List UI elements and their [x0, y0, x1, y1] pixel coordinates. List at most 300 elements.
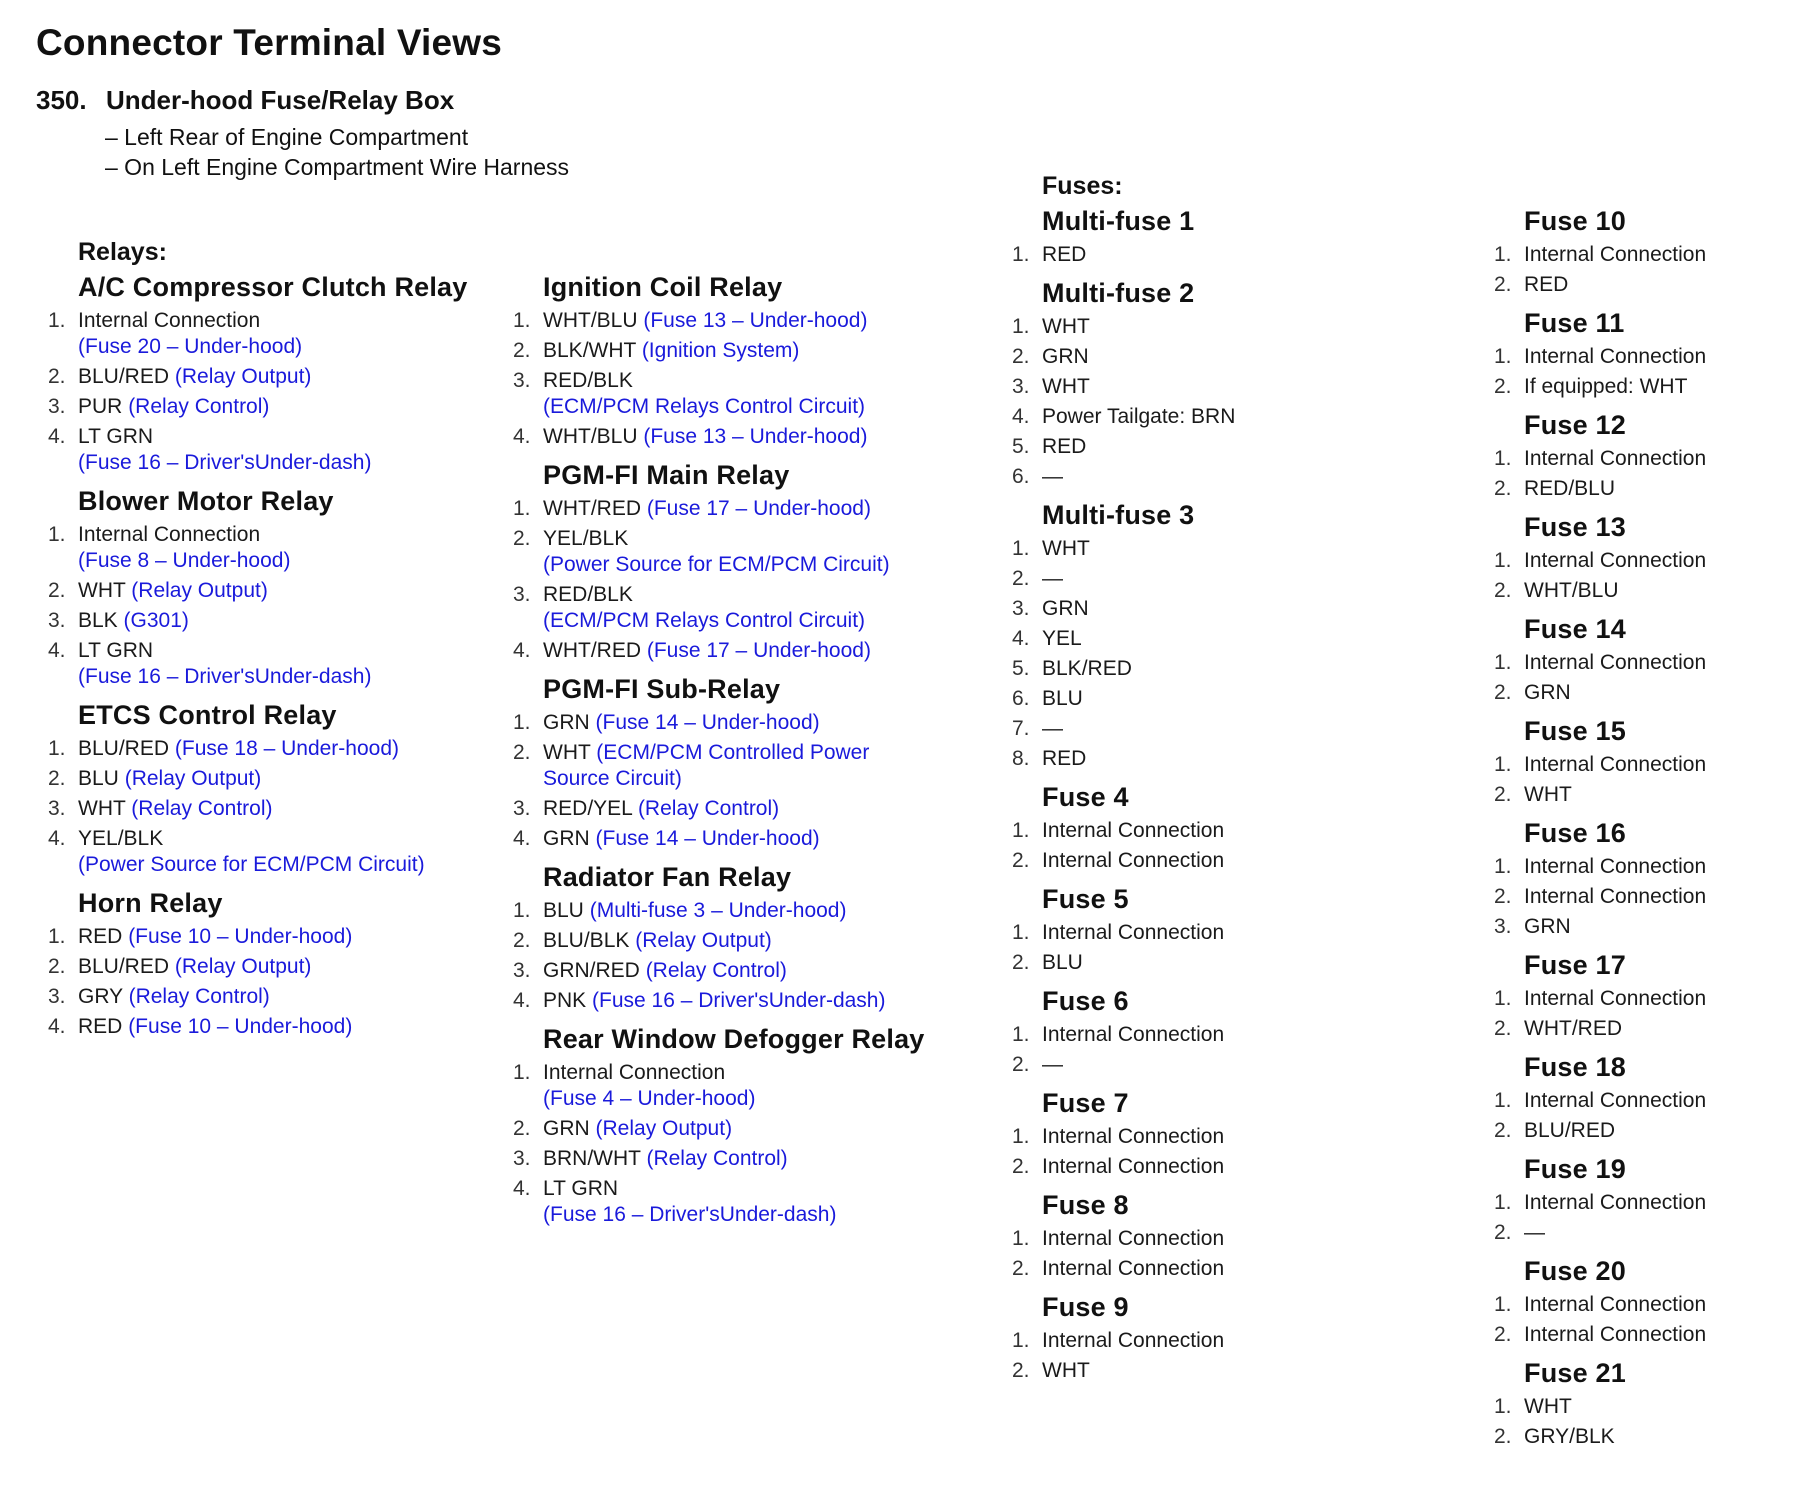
pin-item	[513, 928, 953, 954]
pin-group	[1012, 498, 1432, 772]
group-title: Fuse 10	[1524, 206, 1626, 236]
wire-color: BRN/WHT	[543, 1147, 641, 1170]
pin-list	[1012, 1124, 1432, 1180]
group-title: Blower Motor Relay	[78, 486, 334, 516]
pin-item	[1012, 818, 1432, 844]
circuit-reference-continued: Source Circuit)	[543, 767, 682, 790]
pin-item	[1012, 686, 1432, 712]
pin-item	[1494, 914, 1794, 940]
group-title: Fuse 17	[1524, 950, 1626, 980]
wire-color: GRY	[78, 985, 123, 1008]
circuit-reference: (Relay Output)	[124, 767, 262, 790]
wire-color: WHT/RED	[543, 639, 641, 662]
pin-item	[513, 368, 953, 420]
pin-number: 1.	[1494, 987, 1512, 1010]
pin-group	[513, 860, 953, 1014]
pin-item	[48, 578, 488, 604]
pin-number: 4.	[513, 425, 531, 448]
circuit-reference: (Relay Control)	[131, 797, 273, 820]
pin-group	[1494, 204, 1794, 298]
pin-group	[48, 698, 488, 878]
pin-group	[1012, 984, 1432, 1078]
group-title: Fuse 18	[1524, 1052, 1626, 1082]
pin-item	[1494, 446, 1794, 472]
wire-color: BLK/WHT	[543, 339, 636, 362]
pin-item	[1012, 920, 1432, 946]
pin-item	[1494, 1190, 1794, 1216]
circuit-reference: (Fuse 16 – Driver'sUnder-dash)	[592, 989, 886, 1012]
wire-color: Internal Connection	[1524, 345, 1707, 368]
group-title: Fuse 9	[1042, 1292, 1129, 1322]
circuit-reference: (Relay Control)	[128, 395, 270, 418]
pin-list	[1012, 1328, 1432, 1384]
pin-group	[513, 458, 953, 664]
pin-group	[1012, 1086, 1432, 1180]
pin-number: 3.	[513, 1147, 531, 1170]
pin-group	[48, 270, 488, 476]
circuit-reference: (Fuse 16 – Driver'sUnder-dash)	[78, 665, 372, 688]
pin-number: 1.	[48, 523, 66, 546]
pin-list	[1494, 1292, 1794, 1348]
wire-color: RED/BLK	[543, 369, 633, 392]
circuit-reference: (Relay Output)	[635, 929, 772, 952]
connector-name: Under-hood Fuse/Relay Box	[106, 85, 455, 115]
pin-item	[513, 1176, 953, 1228]
connector-locations	[105, 122, 569, 182]
circuit-reference: (Relay Control)	[128, 985, 270, 1008]
pin-item	[48, 1014, 488, 1040]
group-title: Multi-fuse 2	[1042, 278, 1195, 308]
pin-item	[48, 826, 488, 878]
pin-list	[1012, 1022, 1432, 1078]
pin-list	[48, 522, 488, 690]
pin-list	[1012, 920, 1432, 976]
pin-number: 2.	[513, 527, 531, 550]
pin-number: 1.	[1012, 1329, 1030, 1352]
circuit-reference: (Fuse 18 – Under-hood)	[174, 737, 399, 760]
pin-item	[1012, 1358, 1432, 1384]
wire-color: YEL/BLK	[543, 527, 629, 550]
pin-number: 6.	[1012, 465, 1030, 488]
pin-number: 2.	[1494, 273, 1512, 296]
pin-number: 2.	[48, 767, 66, 790]
wire-color: WHT	[1042, 375, 1090, 398]
pin-item	[1012, 1124, 1432, 1150]
pin-item	[1012, 314, 1432, 340]
group-title: A/C Compressor Clutch Relay	[78, 272, 468, 302]
wire-color: PNK	[543, 989, 587, 1012]
circuit-reference: (Fuse 13 – Under-hood)	[643, 425, 868, 448]
wire-color: Internal Connection	[1042, 1155, 1225, 1178]
pin-item	[513, 1146, 953, 1172]
pin-number: 3.	[513, 369, 531, 392]
wire-color: —	[1042, 567, 1063, 590]
pin-item	[513, 1060, 953, 1112]
pin-item	[1012, 536, 1432, 562]
pin-group	[1494, 948, 1794, 1042]
circuit-reference: (Power Source for ECM/PCM Circuit)	[543, 553, 890, 576]
group-title: Fuse 20	[1524, 1256, 1626, 1286]
location-line: – Left Rear of Engine Compartment	[105, 124, 469, 150]
wire-color: Internal Connection	[1524, 987, 1707, 1010]
fuses-label: Fuses:	[1042, 172, 1123, 200]
wire-color: WHT	[543, 741, 591, 764]
circuit-reference: (Fuse 14 – Under-hood)	[595, 827, 820, 850]
group-title: PGM-FI Sub-Relay	[543, 674, 781, 704]
wire-color: PUR	[78, 395, 123, 418]
pin-group	[1494, 306, 1794, 400]
pin-item	[1494, 374, 1794, 400]
wire-color: RED	[1524, 273, 1569, 296]
pin-number: 3.	[48, 395, 66, 418]
pin-number: 2.	[1012, 1053, 1030, 1076]
circuit-reference: (Fuse 17 – Under-hood)	[646, 497, 871, 520]
pin-number: 2.	[1494, 1425, 1512, 1448]
pin-number: 1.	[513, 309, 531, 332]
pin-number: 1.	[1494, 345, 1512, 368]
circuit-reference: (Fuse 13 – Under-hood)	[643, 309, 868, 332]
wire-color: WHT/BLU	[543, 309, 638, 332]
wire-color: Internal Connection	[543, 1061, 726, 1084]
pin-number: 2.	[1494, 375, 1512, 398]
circuit-reference: (Power Source for ECM/PCM Circuit)	[78, 853, 425, 876]
wire-color: Internal Connection	[1524, 1323, 1707, 1346]
pin-number: 2.	[1012, 1257, 1030, 1280]
pin-item	[1494, 650, 1794, 676]
pin-item	[1494, 476, 1794, 502]
circuit-reference: (Relay Control)	[645, 959, 787, 982]
pin-item	[48, 364, 488, 390]
pin-item	[513, 582, 953, 634]
wire-color: RED	[1042, 243, 1087, 266]
circuit-reference: (Relay Output)	[174, 955, 312, 978]
pin-item	[48, 924, 488, 950]
circuit-reference: (Fuse 16 – Driver'sUnder-dash)	[78, 451, 372, 474]
pin-number: 1.	[48, 737, 66, 760]
pin-item	[48, 984, 488, 1010]
wire-color: GRN	[1042, 345, 1089, 368]
wire-color: Internal Connection	[1524, 753, 1707, 776]
circuit-reference: (Fuse 4 – Under-hood)	[543, 1087, 756, 1110]
pin-list	[1012, 536, 1432, 772]
pin-number: 2.	[1494, 783, 1512, 806]
wire-color: Internal Connection	[1524, 243, 1707, 266]
pin-number: 2.	[1494, 1221, 1512, 1244]
circuit-reference: (Relay Control)	[646, 1147, 788, 1170]
pin-item	[1494, 1016, 1794, 1042]
pin-item	[1494, 680, 1794, 706]
wire-color: RED/BLK	[543, 583, 633, 606]
group-title: Multi-fuse 1	[1042, 206, 1195, 236]
circuit-reference: (Relay Output)	[131, 579, 268, 602]
group-title: PGM-FI Main Relay	[543, 460, 790, 490]
circuit-reference: (Fuse 10 – Under-hood)	[128, 925, 353, 948]
pin-group	[1494, 612, 1794, 706]
pin-list	[513, 898, 953, 1014]
wire-color: RED/BLU	[1524, 477, 1616, 500]
wire-color: GRN	[543, 827, 590, 850]
pin-number: 1.	[1012, 819, 1030, 842]
pin-number: 4.	[513, 989, 531, 1012]
pin-number: 2.	[1012, 1155, 1030, 1178]
pin-number: 3.	[513, 583, 531, 606]
pin-list	[1012, 314, 1432, 490]
pin-list	[1012, 1226, 1432, 1282]
wire-color: RED	[1042, 747, 1087, 770]
wire-color: WHT/RED	[543, 497, 641, 520]
pin-group	[1012, 204, 1432, 268]
pin-item	[513, 710, 953, 736]
pin-number: 4.	[513, 639, 531, 662]
pin-number: 1.	[48, 309, 66, 332]
pin-item	[1012, 1052, 1432, 1078]
group-title: Radiator Fan Relay	[543, 862, 792, 892]
pin-number: 3.	[513, 797, 531, 820]
group-title: Ignition Coil Relay	[543, 272, 783, 302]
pin-number: 2.	[1494, 1119, 1512, 1142]
pin-item	[513, 1116, 953, 1142]
pin-item	[1494, 854, 1794, 880]
pin-item	[48, 394, 488, 420]
wire-color: BLU/RED	[78, 737, 170, 760]
circuit-reference: (Fuse 20 – Under-hood)	[78, 335, 303, 358]
wire-color: Power Tailgate: BRN	[1042, 405, 1236, 428]
wire-color: Internal Connection	[1042, 819, 1225, 842]
group-title: Rear Window Defogger Relay	[543, 1024, 925, 1054]
pin-number: 2.	[1494, 579, 1512, 602]
pin-number: 1.	[513, 497, 531, 520]
circuit-reference: (Relay Output)	[595, 1117, 733, 1140]
wire-color: Internal Connection	[1524, 885, 1707, 908]
pin-list	[513, 1060, 953, 1228]
pin-number: 2.	[48, 365, 66, 388]
pin-number: 3.	[48, 797, 66, 820]
pin-number: 1.	[1012, 315, 1030, 338]
wire-color: RED	[78, 1015, 123, 1038]
pin-item	[1012, 1226, 1432, 1252]
wire-color: Internal Connection	[1042, 849, 1225, 872]
wire-color: If equipped: WHT	[1524, 375, 1688, 398]
wire-color: LT GRN	[543, 1177, 619, 1200]
pin-group	[1494, 1050, 1794, 1144]
pin-number: 1.	[1494, 1395, 1512, 1418]
wire-color: Internal Connection	[1524, 1089, 1707, 1112]
pin-item	[48, 424, 488, 476]
relays-label: Relays:	[78, 238, 167, 266]
pin-item	[1494, 548, 1794, 574]
pin-item	[48, 736, 488, 762]
pin-number: 1.	[1494, 1191, 1512, 1214]
pin-item	[1012, 344, 1432, 370]
pin-number: 7.	[1012, 717, 1030, 740]
pin-item	[1494, 884, 1794, 910]
pin-group	[1494, 1254, 1794, 1348]
pin-number: 1.	[1012, 1227, 1030, 1250]
pin-list	[513, 710, 953, 852]
pin-item	[48, 796, 488, 822]
pin-number: 4.	[1012, 627, 1030, 650]
pin-list	[48, 308, 488, 476]
pin-number: 4.	[48, 827, 66, 850]
pin-list	[1494, 1394, 1794, 1450]
pin-number: 1.	[513, 899, 531, 922]
circuit-reference: (ECM/PCM Relays Control Circuit)	[543, 395, 866, 418]
pin-item	[1012, 566, 1432, 592]
pin-item	[513, 338, 953, 364]
group-title: Fuse 19	[1524, 1154, 1626, 1184]
circuit-reference: (Fuse 16 – Driver'sUnder-dash)	[543, 1203, 837, 1226]
pin-group	[1012, 882, 1432, 976]
pin-number: 1.	[1494, 549, 1512, 572]
group-title: Fuse 11	[1524, 308, 1625, 338]
wire-color: Internal Connection	[1042, 921, 1225, 944]
wire-color: WHT	[1524, 1395, 1572, 1418]
pin-number: 2.	[1494, 1017, 1512, 1040]
pin-item	[1494, 1424, 1794, 1450]
group-title: Fuse 4	[1042, 782, 1129, 812]
pin-number: 5.	[1012, 435, 1030, 458]
pin-item	[1494, 242, 1794, 268]
pin-number: 2.	[48, 955, 66, 978]
pin-number: 1.	[48, 925, 66, 948]
pin-number: 2.	[513, 1117, 531, 1140]
pin-item	[1494, 1322, 1794, 1348]
pin-number: 2.	[1012, 951, 1030, 974]
group-title: Fuse 12	[1524, 410, 1626, 440]
pin-number: 2.	[513, 929, 531, 952]
pin-group	[48, 886, 488, 1040]
circuit-reference: (G301)	[123, 609, 189, 632]
wire-color: Internal Connection	[1524, 855, 1707, 878]
wire-color: Internal Connection	[78, 523, 261, 546]
pin-item	[513, 988, 953, 1014]
pin-item	[1012, 848, 1432, 874]
pin-item	[1494, 752, 1794, 778]
group-title: Fuse 13	[1524, 512, 1626, 542]
wire-color: YEL/BLK	[78, 827, 164, 850]
pin-list	[1494, 446, 1794, 502]
wire-color: GRN	[543, 1117, 590, 1140]
pin-item	[1494, 1088, 1794, 1114]
page-title: Connector Terminal Views	[36, 22, 503, 63]
relays-column-2	[513, 270, 953, 1236]
pin-list	[1494, 1190, 1794, 1246]
pin-list	[1012, 242, 1432, 268]
pin-item	[1494, 272, 1794, 298]
pin-group	[1494, 816, 1794, 940]
pin-list	[1494, 986, 1794, 1042]
fuses-column-2	[1494, 204, 1794, 1458]
pin-item	[513, 526, 953, 578]
pin-item	[1012, 950, 1432, 976]
wire-color: Internal Connection	[1524, 1293, 1707, 1316]
connector-number: 350.	[36, 85, 87, 115]
pin-item	[513, 958, 953, 984]
pin-number: 1.	[1012, 1125, 1030, 1148]
pin-item	[1012, 716, 1432, 742]
pin-item	[513, 796, 953, 822]
pin-item	[513, 638, 953, 664]
pin-group	[1494, 714, 1794, 808]
circuit-reference: (Relay Output)	[174, 365, 312, 388]
pin-number: 4.	[48, 639, 66, 662]
wire-color: WHT/BLU	[1524, 579, 1619, 602]
circuit-reference: (Multi-fuse 3 – Under-hood)	[589, 899, 847, 922]
wire-color: YEL	[1042, 627, 1082, 650]
group-title: Fuse 14	[1524, 614, 1626, 644]
pin-group	[1012, 780, 1432, 874]
pin-list	[1494, 242, 1794, 298]
pin-item	[1012, 242, 1432, 268]
pin-item	[1494, 1292, 1794, 1318]
pin-group	[1012, 276, 1432, 490]
wire-color: GRN	[1524, 681, 1571, 704]
fuses-column-1	[1012, 204, 1432, 1392]
wire-color: BLU/RED	[78, 365, 170, 388]
pin-list	[1012, 818, 1432, 874]
wire-color: WHT	[1042, 537, 1090, 560]
wire-color: BLU	[78, 767, 119, 790]
circuit-reference: (Ignition System)	[641, 339, 800, 362]
wire-color: Internal Connection	[1042, 1023, 1225, 1046]
pin-number: 4.	[513, 827, 531, 850]
circuit-reference: (Fuse 8 – Under-hood)	[78, 549, 291, 572]
pin-group	[513, 1022, 953, 1228]
pin-list	[513, 308, 953, 450]
wire-color: GRN	[543, 711, 590, 734]
wire-color: —	[1042, 1053, 1063, 1076]
pin-item	[513, 740, 953, 792]
wire-color: Internal Connection	[1524, 447, 1707, 470]
pin-item	[48, 522, 488, 574]
wire-color: BLK/RED	[1042, 657, 1132, 680]
wire-color: BLU	[543, 899, 584, 922]
pin-number: 2.	[1012, 1359, 1030, 1382]
pin-list	[1494, 650, 1794, 706]
wire-color: WHT	[78, 579, 126, 602]
pin-list	[48, 924, 488, 1040]
wire-color: GRN	[1524, 915, 1571, 938]
pin-item	[48, 608, 488, 634]
pin-number: 3.	[1012, 597, 1030, 620]
pin-item	[513, 826, 953, 852]
wire-color: WHT	[1042, 315, 1090, 338]
connector-title	[36, 85, 454, 116]
wire-color: LT GRN	[78, 425, 154, 448]
group-title: Fuse 7	[1042, 1088, 1129, 1118]
pin-list	[1494, 854, 1794, 940]
pin-item	[513, 308, 953, 334]
pin-number: 2.	[1012, 567, 1030, 590]
pin-list	[1494, 548, 1794, 604]
pin-item	[1494, 578, 1794, 604]
circuit-reference: (ECM/PCM Controlled Power	[596, 741, 870, 764]
pin-item	[1494, 1118, 1794, 1144]
pin-number: 8.	[1012, 747, 1030, 770]
wire-color: LT GRN	[78, 639, 154, 662]
pin-item	[1494, 1220, 1794, 1246]
pin-number: 4.	[513, 1177, 531, 1200]
pin-number: 4.	[1012, 405, 1030, 428]
pin-item	[1012, 1154, 1432, 1180]
circuit-reference: (Relay Control)	[637, 797, 780, 820]
wire-color: WHT	[78, 797, 126, 820]
wire-color: Internal Connection	[1524, 1191, 1707, 1214]
pin-item	[1494, 782, 1794, 808]
pin-number: 1.	[1494, 651, 1512, 674]
pin-item	[1012, 656, 1432, 682]
pin-item	[1494, 1394, 1794, 1420]
